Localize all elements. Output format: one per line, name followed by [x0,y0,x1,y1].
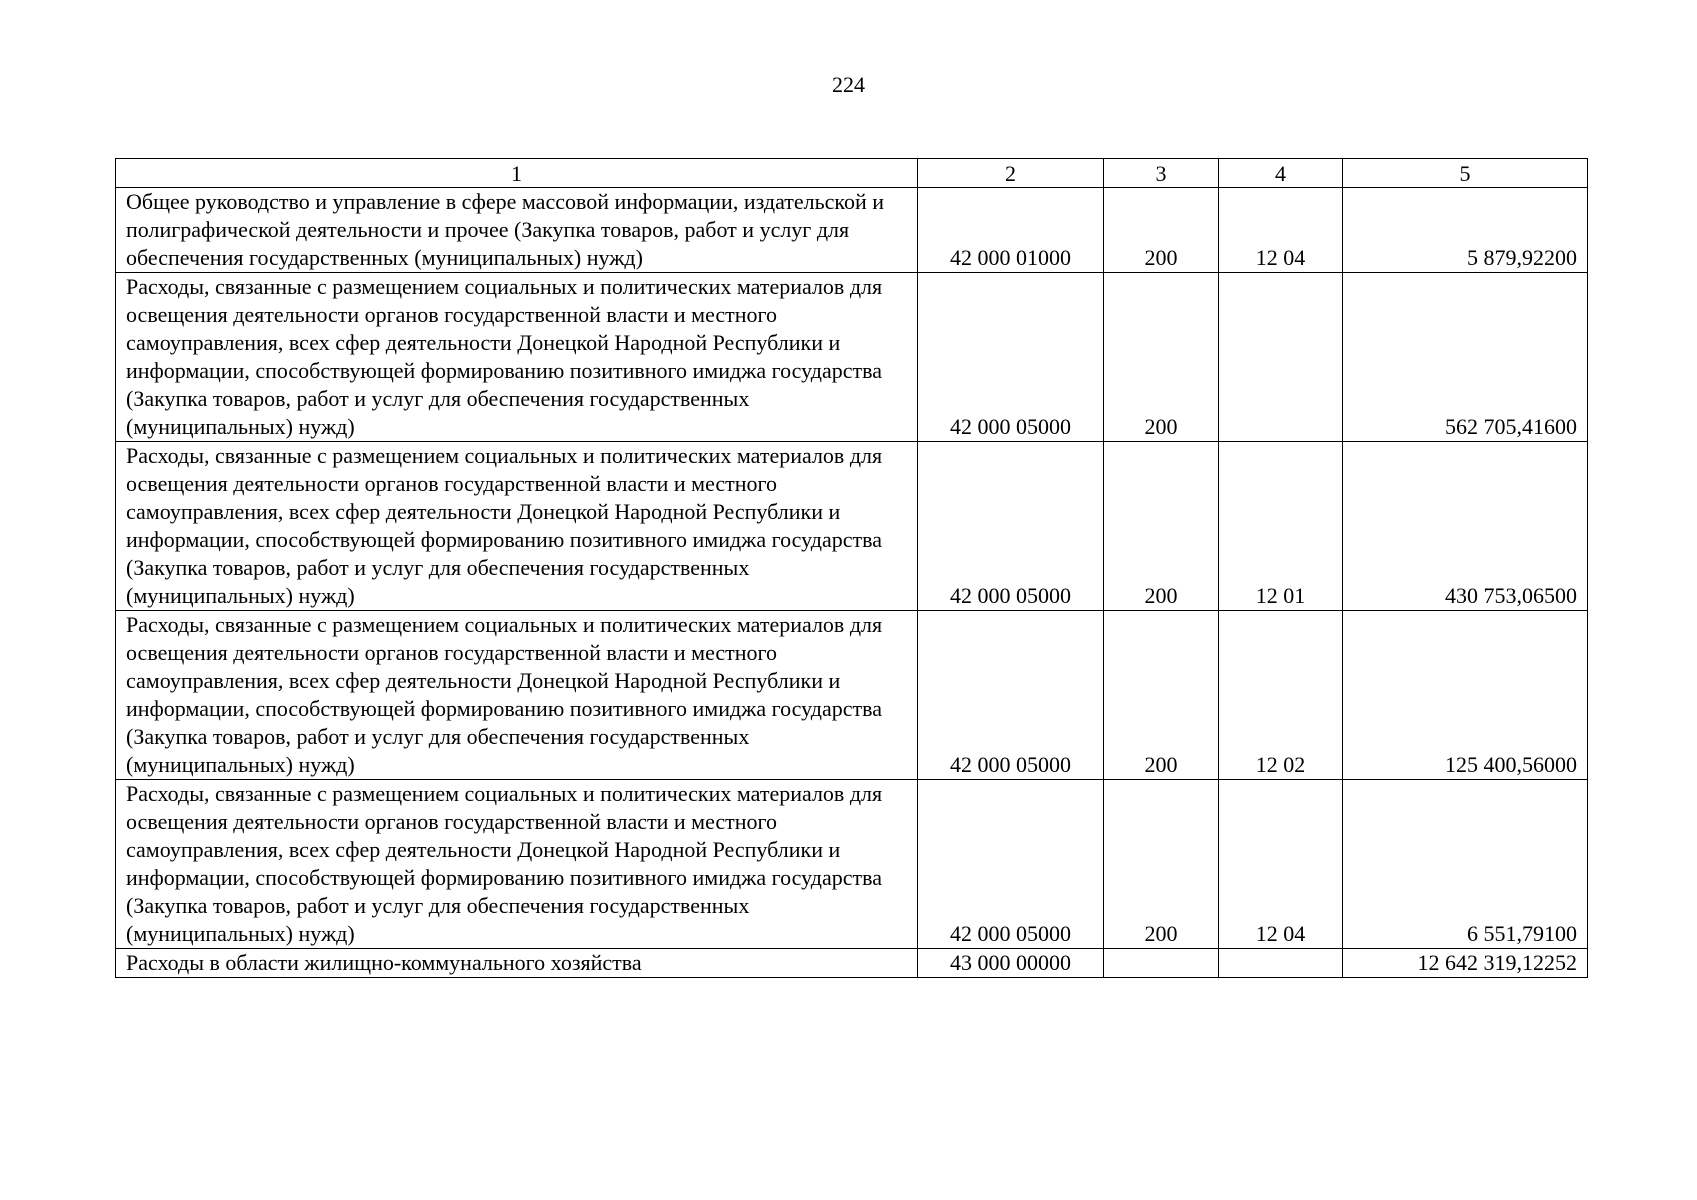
row-description: Расходы, связанные с размещением социальных и политических материалов для освещения деятельности органов государственной власти и местного самоуправления, всех сфер деятельности Донецкой Народной Республики и информации, способствующей формированию позитивного имиджа государства (Закупка товаров, работ и услуг для обеспечения государственных (муниципальных) нужд) [116,780,918,949]
row-code: 42 000 05000 [918,273,1104,442]
budget-table [115,158,1588,978]
column-header-amount: 5 [1343,159,1588,188]
table-row [116,949,1588,978]
row-amount: 5 879,92200 [1343,188,1588,273]
row-section: 12 01 [1219,442,1343,611]
row-expense-type: 200 [1104,611,1219,780]
row-expense-type: 200 [1104,442,1219,611]
page-number: 224 [832,72,865,97]
row-code: 42 000 05000 [918,611,1104,780]
row-expense-type [1104,949,1219,978]
row-description: Расходы, связанные с размещением социальных и политических материалов для освещения деятельности органов государственной власти и местного самоуправления, всех сфер деятельности Донецкой Народной Республики и информации, способствующей формированию позитивного имиджа государства (Закупка товаров, работ и услуг для обеспечения государственных (муниципальных) нужд) [116,611,918,780]
row-description: Расходы, связанные с размещением социальных и политических материалов для освещения деятельности органов государственной власти и местного самоуправления, всех сфер деятельности Донецкой Народной Республики и информации, способствующей формированию позитивного имиджа государства (Закупка товаров, работ и услуг для обеспечения государственных (муниципальных) нужд) [116,442,918,611]
column-header-code: 2 [918,159,1104,188]
row-section: 12 02 [1219,611,1343,780]
row-section: 12 04 [1219,188,1343,273]
row-amount: 430 753,06500 [1343,442,1588,611]
row-amount: 562 705,41600 [1343,273,1588,442]
row-description: Расходы, связанные с размещением социальных и политических материалов для освещения деятельности органов государственной власти и местного самоуправления, всех сфер деятельности Донецкой Народной Республики и информации, способствующей формированию позитивного имиджа государства (Закупка товаров, работ и услуг для обеспечения государственных (муниципальных) нужд) [116,273,918,442]
row-code: 42 000 05000 [918,442,1104,611]
table-row [116,273,1588,442]
row-description: Общее руководство и управление в сфере массовой информации, издательской и полиграфической деятельности и прочее (Закупка товаров, работ и услуг для обеспечения государственных (муниципальных) нужд) [116,188,918,273]
row-code: 42 000 05000 [918,780,1104,949]
column-header-expense-type: 3 [1104,159,1219,188]
table-header-row [116,159,1588,188]
table-row [116,442,1588,611]
row-code: 43 000 00000 [918,949,1104,978]
table-row [116,188,1588,273]
row-amount: 125 400,56000 [1343,611,1588,780]
row-expense-type: 200 [1104,273,1219,442]
row-section: 12 04 [1219,780,1343,949]
row-amount: 12 642 319,12252 [1343,949,1588,978]
row-description: Расходы в области жилищно-коммунального хозяйства [116,949,918,978]
row-section [1219,273,1343,442]
column-header-section: 4 [1219,159,1343,188]
column-header-description: 1 [116,159,918,188]
row-section [1219,949,1343,978]
row-amount: 6 551,79100 [1343,780,1588,949]
row-expense-type: 200 [1104,780,1219,949]
table-row [116,780,1588,949]
row-code: 42 000 01000 [918,188,1104,273]
table-row [116,611,1588,780]
row-expense-type: 200 [1104,188,1219,273]
